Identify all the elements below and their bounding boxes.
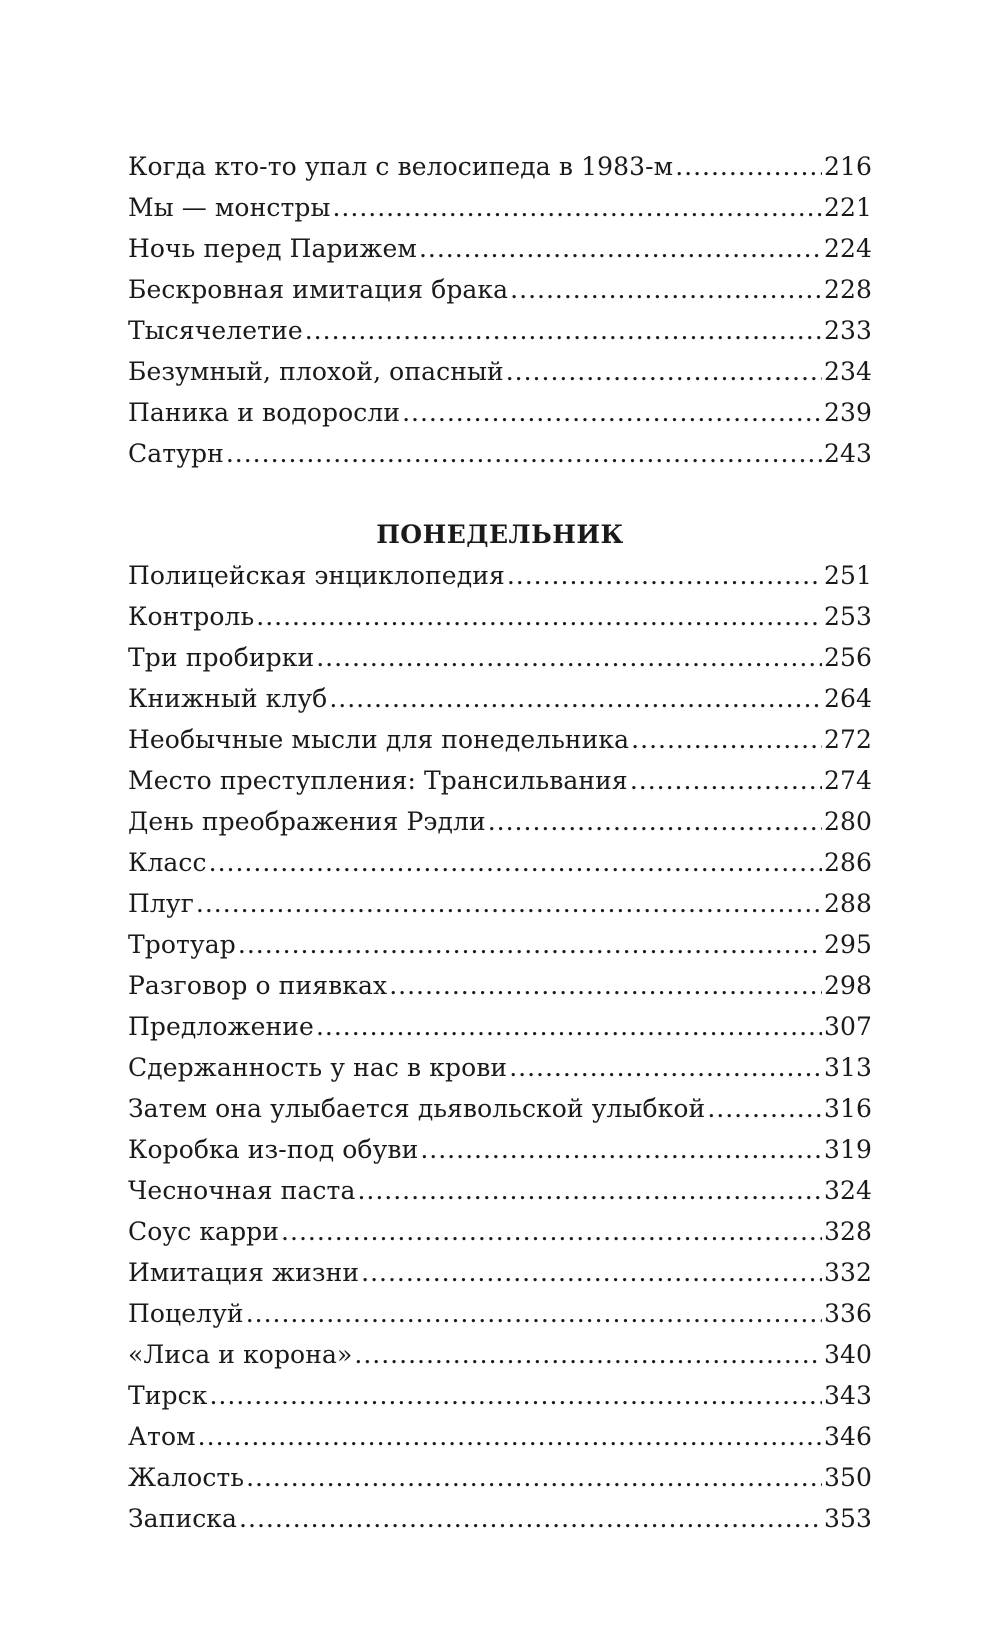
toc-entry-title: Разговор о пиявках [128,971,388,1000]
dot-leader [675,146,822,187]
toc-entry-page: 288 [823,889,872,918]
toc-entry [128,269,872,310]
section-heading: ПОНЕДЕЛЬНИК [376,520,624,549]
toc-entry-page: 336 [823,1299,872,1328]
toc-entry [128,1211,872,1252]
toc-entry-page: 243 [823,439,872,468]
toc-entry-title: Жалость [128,1463,245,1492]
toc-entry [128,187,872,228]
toc-entry-page: 256 [823,643,872,672]
toc-entry-page: 353 [823,1504,872,1533]
dot-leader [239,1498,822,1539]
toc-entry-title: Бескровная имитация брака [128,275,509,304]
toc-entry-page: 307 [823,1012,872,1041]
toc-entry-page: 239 [823,398,872,427]
toc-entry-title: Сатурн [128,439,224,468]
toc-entry-title: Записка [128,1504,238,1533]
toc-entry-page: 274 [823,766,872,795]
dot-leader [316,637,822,678]
section-spacer [128,474,872,514]
toc-entry-page: 272 [823,725,872,754]
toc-entry [128,1129,872,1170]
toc-entry [128,1170,872,1211]
toc-entry-title: Класс [128,848,207,877]
toc-entry-page: 234 [823,357,872,386]
dot-leader [238,924,822,965]
toc-entry-page: 253 [823,602,872,631]
dot-leader [402,392,822,433]
toc-entry [128,760,872,801]
toc-entry [128,678,872,719]
dot-leader [509,1047,822,1088]
toc-entry [128,1457,872,1498]
toc-entry-title: Необычные мысли для понедельника [128,725,630,754]
toc-entry-title: Имитация жизни [128,1258,360,1287]
toc-section-previous [128,146,872,474]
toc-entry-title: Безумный, плохой, опасный [128,357,504,386]
toc-entry [128,801,872,842]
dot-leader [354,1334,822,1375]
toc-entry-page: 324 [823,1176,872,1205]
toc-entry [128,1293,872,1334]
toc-entry [128,1047,872,1088]
toc-entry [128,433,872,474]
dot-leader [332,187,821,228]
toc-entry [128,310,872,351]
dot-leader [246,1457,822,1498]
toc-entry-title: «Лиса и корона» [128,1340,353,1369]
toc-entry-page: 346 [823,1422,872,1451]
dot-leader [198,1416,822,1457]
toc-entry [128,392,872,433]
toc-entry-page: 221 [823,193,872,222]
dot-leader [488,801,822,842]
toc-entry [128,1334,872,1375]
toc-entry-page: 233 [823,316,872,345]
toc-entry [128,1252,872,1293]
dot-leader [707,1088,822,1129]
toc-entry [128,351,872,392]
dot-leader [510,269,822,310]
toc-entry-title: Атом [128,1422,196,1451]
dot-leader [506,351,822,392]
toc-entry-title: Место преступления: Трансильвания [128,766,628,795]
toc-entry-title: Когда кто-то упал с велосипеда в 1983-м [128,152,674,181]
toc-entry-page: 264 [823,684,872,713]
toc-entry [128,555,872,596]
toc-section-monday [128,555,872,1539]
dot-leader [329,678,822,719]
toc-entry-title: Тирск [128,1381,208,1410]
toc-entry-page: 295 [823,930,872,959]
toc-entry-title: Поцелуй [128,1299,244,1328]
toc-entry-page: 328 [823,1217,872,1246]
dot-leader [507,555,822,596]
dot-leader [361,1252,822,1293]
dot-leader [246,1293,822,1334]
toc-entry [128,924,872,965]
toc-entry-title: Полицейская энциклопедия [128,561,505,590]
toc-entry-title: Контроль [128,602,255,631]
dot-leader [281,1211,822,1252]
toc-entry [128,596,872,637]
toc-entry [128,1088,872,1129]
dot-leader [389,965,822,1006]
dot-leader [209,1375,822,1416]
dot-leader [305,310,822,351]
toc-entry [128,637,872,678]
dot-leader [630,760,822,801]
toc-entry [128,1498,872,1539]
toc-entry-page: 343 [823,1381,872,1410]
toc-entry-title: Три пробирки [128,643,315,672]
toc-entry [128,719,872,760]
toc-entry-page: 251 [823,561,872,590]
toc-entry-page: 316 [823,1094,872,1123]
toc-entry [128,842,872,883]
toc-entry-title: Чесночная паста [128,1176,356,1205]
toc-entry-page: 332 [823,1258,872,1287]
toc-entry-title: Предложение [128,1012,314,1041]
toc-entry-page: 340 [823,1340,872,1369]
toc-entry-title: Ночь перед Парижем [128,234,417,263]
toc-entry-title: Мы — монстры [128,193,331,222]
dot-leader [226,433,822,474]
dot-leader [209,842,822,883]
toc-entry [128,1416,872,1457]
toc-entry [128,883,872,924]
toc-entry [128,1375,872,1416]
toc-entry-page: 313 [823,1053,872,1082]
toc-entry [128,228,872,269]
dot-leader [419,228,822,269]
toc-entry-page: 228 [823,275,872,304]
dot-leader [631,719,822,760]
toc-entry-page: 286 [823,848,872,877]
toc-entry-page: 298 [823,971,872,1000]
toc-entry-title: Коробка из-под обуви [128,1135,419,1164]
toc-entry-title: Книжный клуб [128,684,328,713]
toc-entry [128,1006,872,1047]
toc-entry-page: 216 [823,152,872,181]
toc-entry-title: Плуг [128,889,194,918]
table-of-contents [128,146,872,1539]
toc-entry-page: 280 [823,807,872,836]
toc-entry [128,146,872,187]
dot-leader [357,1170,822,1211]
toc-entry-page: 224 [823,234,872,263]
toc-entry-page: 350 [823,1463,872,1492]
toc-entry [128,965,872,1006]
dot-leader [420,1129,822,1170]
dot-leader [316,1006,822,1047]
toc-entry-title: Затем она улыбается дьявольской улыбкой [128,1094,706,1123]
toc-entry-title: Сдержанность у нас в крови [128,1053,508,1082]
toc-entry-title: Соус карри [128,1217,280,1246]
toc-entry-page: 319 [823,1135,872,1164]
toc-entry-title: Тысячелетие [128,316,303,345]
toc-entry-title: Тротуар [128,930,236,959]
dot-leader [256,596,822,637]
dot-leader [196,883,822,924]
toc-entry-title: Паника и водоросли [128,398,401,427]
toc-entry-title: День преображения Рэдли [128,807,486,836]
